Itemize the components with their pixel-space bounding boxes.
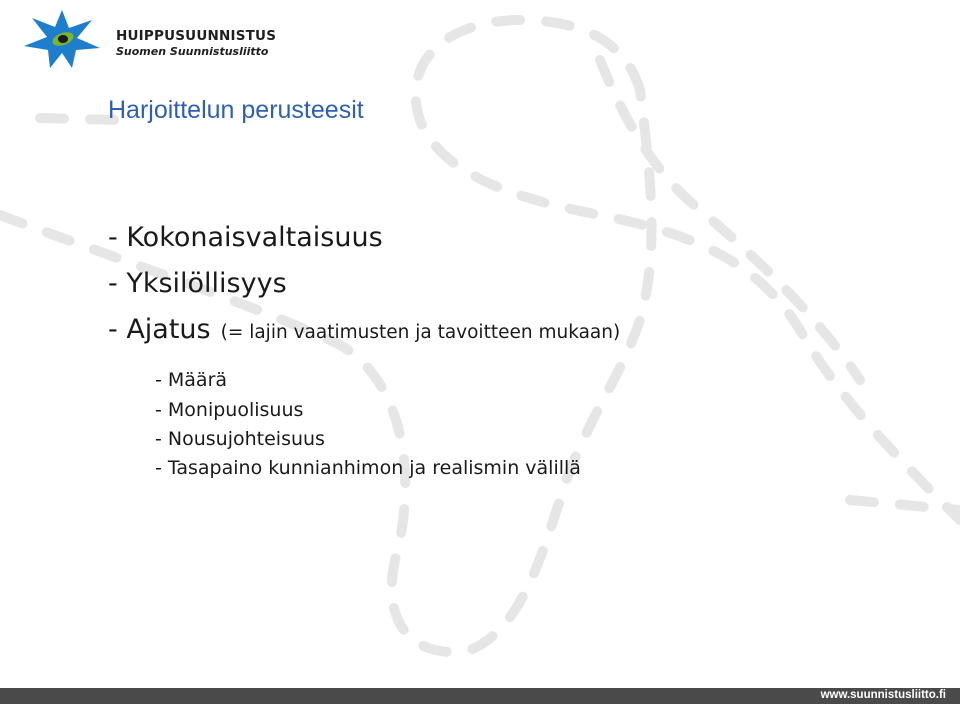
main-point-2 (108, 268, 287, 299)
compass-star-icon (22, 8, 102, 70)
footer-bar (0, 688, 960, 704)
main-point-text: - Yksilöllisyys (108, 268, 287, 299)
sub-point-1: - Määrä (155, 369, 228, 391)
sub-point-3: - Nousujohteisuus (155, 428, 325, 450)
main-point-1 (108, 222, 383, 253)
main-point-text: - Kokonaisvaltaisuus (108, 222, 383, 253)
organization-subtitle: Suomen Suunnistusliitto (116, 45, 269, 58)
organization-logo (22, 8, 312, 70)
sub-point-2: - Monipuolisuus (155, 399, 304, 421)
main-point-note: (= lajin vaatimusten ja tavoitteen mukaan) (220, 322, 621, 343)
footer-url[interactable]: www.suunnistusliitto.fi (820, 689, 946, 701)
main-point-3 (108, 314, 620, 345)
sub-point-4: - Tasapaino kunnianhimon ja realismin välillä (155, 457, 581, 479)
slide-title: Harjoittelun perusteesit (108, 96, 364, 124)
main-point-text: - Ajatus (108, 314, 211, 345)
organization-name: HUIPPUSUUNNISTUS (116, 28, 277, 44)
